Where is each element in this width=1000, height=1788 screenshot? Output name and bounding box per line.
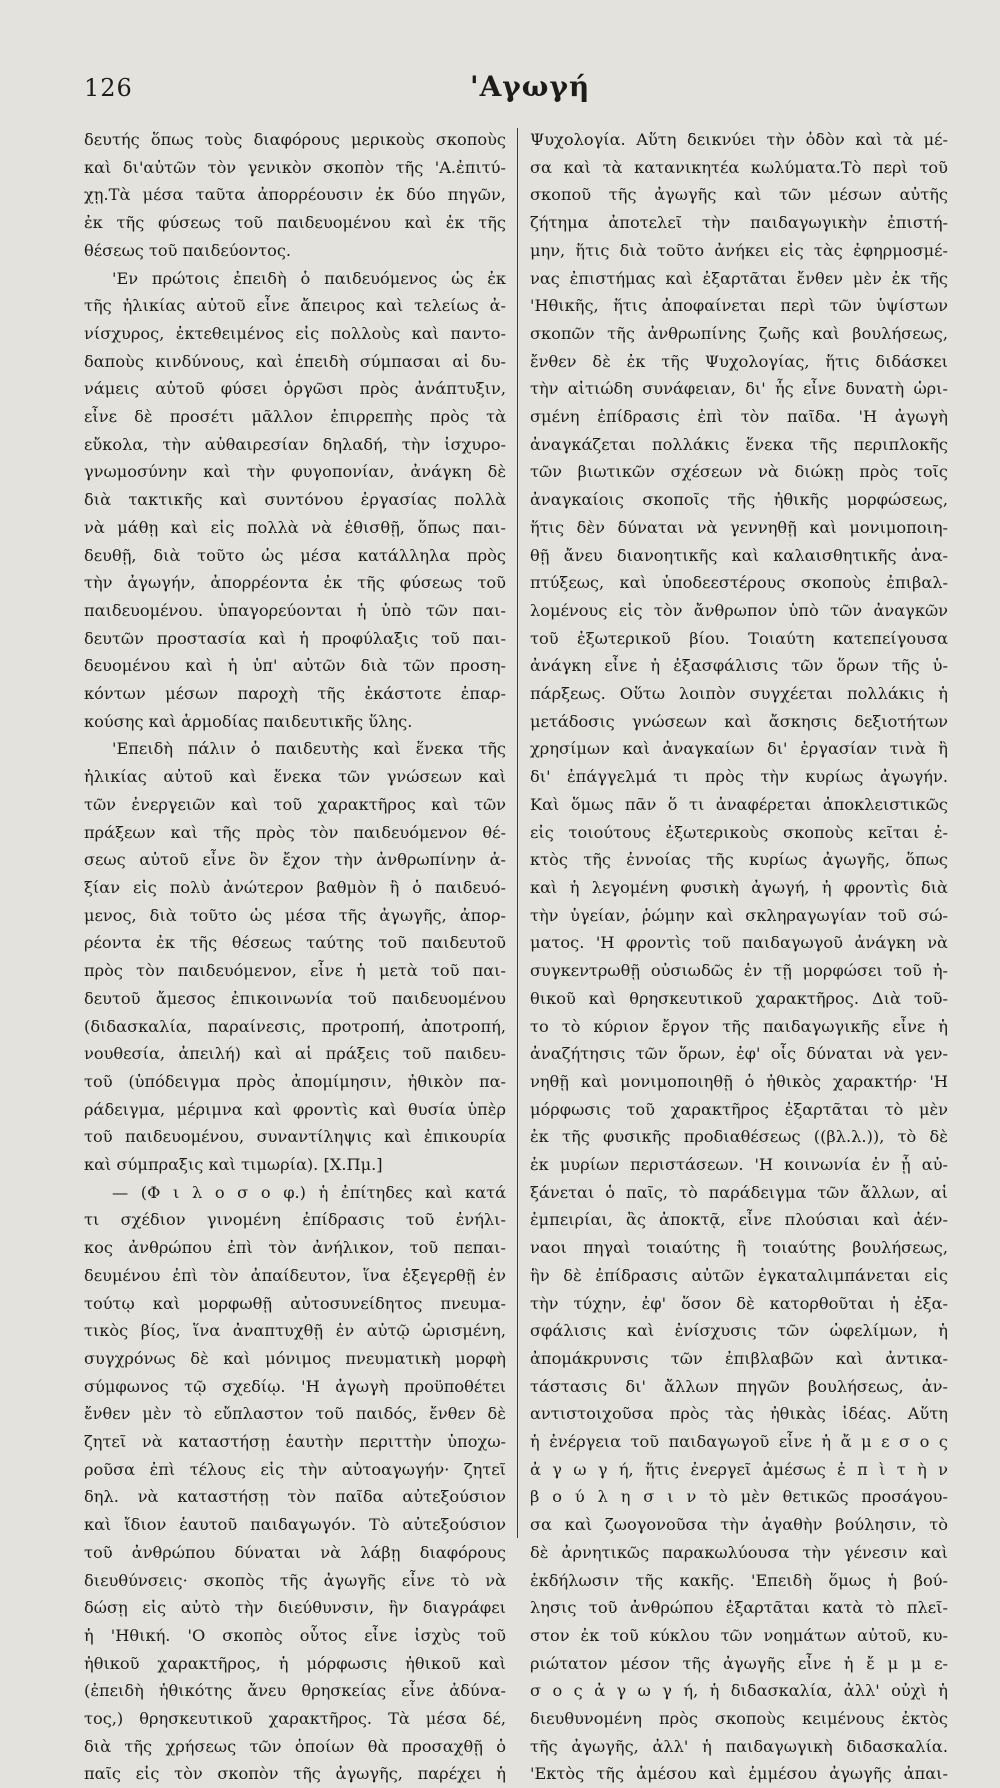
text-line: καὶ δι'αὐτῶν τὸν γενικὸν σκοπὸν τῆς 'Α.ἐπιτύ-	[84, 157, 506, 177]
text-line: ἔνθεν μὲν τὸ εὔπλαστον τοῦ παιδός, ἔνθεν δὲ	[84, 1404, 506, 1424]
text-line: ξίαν εἰς πολὺ ἀνώτερον βαθμὸν ἢ ὁ παιδευό-	[84, 877, 506, 897]
text-line: ἡ 'Ηθική. 'Ο σκοπὸς οὗτος εἶνε ἰσχὺς τοῦ	[84, 1625, 506, 1645]
text-line: εἶνε δὲ προσέτι μᾶλλον ἐπιρρεπὴς πρὸς τὰ	[84, 407, 506, 427]
text-line: ἐμπειρίαι, ἃς ἀποκτᾷ, εἶνε πλούσιαι καὶ ἀέν-	[530, 1210, 948, 1230]
text-line: τι σχέδιον γινομένη ἐπίδρασις τοῦ ἐνήλι-	[84, 1210, 506, 1230]
left-text-column	[84, 126, 506, 1788]
text-line: δευτής ὅπως τοὺς διαφόρους μερικοὺς σκοποὺς	[84, 130, 506, 149]
text-line: σ ο ς ἀ γ ω γ ή, ἡ διδασκαλία, ἀλλ' οὐχὶ ἡ	[530, 1681, 948, 1701]
text-line: ἀναγκαίοις σκοποῖς τῆς ἠθικῆς μορφώσεως,	[530, 490, 948, 510]
text-line: διευθυνομένη πρὸς σκοποὺς κειμένους ἐκτὸς	[530, 1709, 948, 1729]
text-line: παῖς εἰς τὸν σκοπὸν τῆς ἀγωγῆς, παρέχει ἡ	[84, 1764, 506, 1784]
text-line: εὔκολα, τὴν αὐθαιρεσίαν δηλαδή, τὴν ἰσχυρο-	[84, 434, 506, 454]
text-line: τος,) θρησκευτικοῦ χαρακτῆρος. Τὰ μέσα δέ,	[84, 1709, 506, 1729]
text-line: ἣν δὲ ἐπίδρασις αὐτῶν ἐγκαταλιμπάνεται εἰς	[530, 1265, 948, 1285]
text-line: καὶ σύμπραξις καὶ τιμωρία). [Χ.Πμ.]	[84, 1155, 383, 1175]
text-line: ξάνεται ὁ παῖς, τὸ παράδειγμα τῶν ἄλλων, αἱ	[530, 1182, 948, 1202]
text-line: σφάλισις καὶ ἐνίσχυσις τῶν ὠφελίμων, ἡ	[530, 1321, 948, 1341]
text-line: νίσχυρος, ἐκτεθειμένος εἰς πολλοὺς καὶ παντο-	[84, 323, 506, 343]
text-line: 'Εν πρώτοις ἐπειδὴ ὁ παιδευόμενος ὡς ἐκ	[112, 268, 506, 288]
text-line: νὰ μάθῃ καὶ εἰς πολλὰ νὰ ἐθισθῇ, ὅπως παι-	[84, 517, 506, 537]
text-line: νάμεις αὐτοῦ φύσει ὀργῶσι πρὸς ἀνάπτυξιν,	[84, 379, 506, 399]
text-line: ναοι πηγαὶ τοιαύτης ἢ τοιαύτης βουλήσεως,	[530, 1238, 948, 1258]
text-line: τοῦ παιδευομένου, συναντίληψις καὶ ἐπικουρία	[84, 1127, 506, 1147]
text-line: κόντων μέσων παροχὴ τῆς ἑκάστοτε ἐπαρ-	[84, 684, 506, 704]
text-line: τικὸς βίος, ἵνα ἀναπτυχθῇ ἐν αὐτῷ ὡρισμένη,	[84, 1321, 506, 1341]
text-line: σκοπῶν τῆς ἀνθρωπίνης ζωῆς καὶ βουλήσεως,	[530, 323, 948, 343]
text-line: ἀναζήτησις τῶν ὅρων, ἐφ' οἷς δύναται νὰ γεν-	[530, 1044, 948, 1064]
text-line: σεως αὐτοῦ εἶνε ὂν ἔχον τὴν ἀνθρωπίνην ἀ-	[84, 850, 506, 870]
text-line: μενος, διὰ τοῦτο ὡς μέσα τῆς ἀγωγῆς, ἀπορ-	[84, 905, 506, 925]
text-line: μόρφωσις τοῦ χαρακτῆρος ἐξαρτᾶται τὸ μὲν	[530, 1099, 948, 1119]
text-line: — (Φ ι λ ο σ ο φ.) ἡ ἐπίτηδες καὶ κατά	[112, 1182, 506, 1202]
text-line: ἀ γ ω γ ή, ἥτις ἐνεργεῖ ἀμέσως ἐ π ὶ τ ὴ ν	[530, 1459, 948, 1479]
text-line: καὶ ἴδιον ἑαυτοῦ παιδαγωγόν. Τὸ αὐτεξούσιον	[84, 1515, 506, 1535]
text-line: τὴν αἰτιώδη συνάφειαν, δι' ἧς εἶνε δυνατὴ ὡρι-	[530, 379, 948, 399]
running-title: 'Αγωγή	[470, 70, 591, 103]
text-line: 'Ηθικῆς, ἥτις ἀποφαίνεται περὶ τῶν ὑψίστων	[530, 296, 948, 316]
text-line: ἀνάγκη εἶνε ἡ ἐξασφάλισις τῶν ὅρων τῆς ὑ-	[530, 656, 948, 676]
text-line: πάρξεως. Οὕτω λοιπὸν συγχέεται πολλάκις ἡ	[530, 684, 948, 704]
text-line: (διδασκαλία, παραίνεσις, προτροπή, ἀποτροπή,	[84, 1016, 506, 1036]
text-line: τὴν ὑγείαν, ῥώμην καὶ σκληραγωγίαν τοῦ σώ-	[530, 905, 948, 925]
text-line: ἡ ἐνέργεια τοῦ παιδαγωγοῦ εἶνε ἡ ἄ μ ε σ ο ς	[530, 1432, 948, 1452]
text-line: δευθῇ, διὰ τοῦτο ὡς μέσα κατάλληλα πρὸς	[84, 545, 506, 565]
text-line: νας ἐπιστήμας καὶ ἐξαρτᾶται ἔνθεν μὲν ἐκ τῆς	[530, 268, 948, 288]
text-line: θέσεως τοῦ παιδεύοντος.	[84, 240, 292, 260]
text-line: τοῦ ἀνθρώπου δύναται νὰ λάβῃ διαφόρους	[84, 1542, 506, 1562]
text-line: δηλ. νὰ καταστήσῃ τὸν παῖδα αὐτεξούσιον	[84, 1487, 506, 1507]
text-line: ἐκ μυρίων περιστάσεων. 'Η κοινωνία ἐν ᾗ αὐ-	[530, 1155, 948, 1175]
text-line: ἀπομάκρυνσις τῶν ἐπιβλαβῶν καὶ ἀντικα-	[530, 1348, 948, 1368]
text-line: τὴν ἀγωγήν, ἀπορρέοντα ἐκ τῆς φύσεως τοῦ	[84, 573, 506, 593]
text-line: ἀναγκάζεται πολλάκις ἕνεκα τῆς περιπλοκῆς	[530, 434, 948, 454]
text-line: κτὸς τῆς ἐννοίας τῆς κυρίως ἀγωγῆς, ὅπως	[530, 850, 948, 870]
text-line: ἐκ τῆς φύσεως τοῦ παιδευομένου καὶ ἐκ τῆς	[84, 213, 506, 233]
text-line: ματος. 'Η φροντὶς τοῦ παιδαγωγοῦ ἀνάγκη νὰ	[530, 933, 948, 953]
text-line: γνωμοσύνην καὶ τὴν φυγοπονίαν, ἀνάγκη δὲ	[84, 462, 506, 482]
right-text-column	[530, 126, 948, 1788]
text-line: νουθεσία, ἀπειλή) καὶ αἱ πράξεις τοῦ παιδευ-	[84, 1044, 506, 1064]
text-line: τούτῳ καὶ μορφωθῇ αὐτοσυνείδητος πνευμα-	[84, 1293, 506, 1313]
text-line: ἠθικοῦ χαρακτῆρος, ἡ μόρφωσις ἠθικοῦ καὶ	[84, 1653, 506, 1673]
text-line: τῆς ἀγωγῆς, ἀλλ' ἡ παιδαγωγικὴ διδασκαλία.	[530, 1736, 948, 1756]
text-line: ἐκ τῆς φυσικῆς προδιαθέσεως ((βλ.λ.)), τὸ δὲ	[530, 1127, 948, 1147]
text-line: θῇ ἄνευ διανοητικῆς καὶ καλαισθητικῆς ἀνα-	[530, 545, 948, 565]
text-line: δὲ ἀρνητικῶς παρακωλύουσα τὴν γένεσιν καὶ	[530, 1542, 948, 1562]
text-line: θικοῦ καὶ θρησκευτικοῦ χαρακτῆρος. Διὰ τοῦ-	[530, 988, 948, 1008]
text-line: ζητεῖ νὰ καταστήσῃ ἑαυτὴν περιττὴν ὑποχω-	[84, 1432, 506, 1452]
text-line: καὶ ἡ λεγομένη φυσικὴ ἀγωγή, ἡ φροντὶς διὰ	[530, 877, 948, 897]
text-line: (ἐπειδὴ ἠθικότης ἄνευ θρησκείας εἶνε ἀδύνα-	[84, 1681, 506, 1701]
text-line: β ο ύ λ η σ ι ν τὸ μὲν θετικῶς προσάγου-	[530, 1487, 948, 1507]
text-line: πτύξεως, καὶ ὑποδεεστέρους σκοποὺς ἐπιβαλ-	[530, 573, 948, 593]
text-line: συγκεντρωθῇ οὐσιωδῶς ἐν τῇ μορφώσει τοῦ ἠ-	[530, 961, 948, 981]
text-line: τῶν ἐνεργειῶν καὶ τοῦ χαρακτῆρος καὶ τῶν	[84, 794, 506, 814]
text-line: πρὸς τὸν παιδευόμενον, εἶνε ἡ μετὰ τοῦ παι-	[84, 961, 506, 981]
text-line: λησις τοῦ ἀνθρώπου ἐξαρτᾶται κατὰ τὸ πλεῖ-	[530, 1598, 948, 1618]
text-line: παιδευομένου. ὑπαγορεύονται ἡ ὑπὸ τῶν παι-	[84, 600, 506, 620]
text-line: σκοποῦ τῆς ἀγωγῆς καὶ τῶν μέσων αὐτῆς	[530, 185, 948, 205]
text-line: τοῦ ἐξωτερικοῦ βίου. Τοιαύτη κατεπείγουσα	[530, 628, 948, 648]
text-line: νηθῇ καὶ μονιμοποιηθῇ ὁ ἠθικὸς χαρακτήρ· 'Η	[530, 1071, 948, 1091]
text-line: σμένη ἐπίδρασις ἐπὶ τὸν παῖδα. 'Η ἀγωγὴ	[530, 407, 948, 427]
text-line: δι' ἐπάγγελμά τι πρὸς τὴν κυρίως ἀγωγήν.	[530, 767, 948, 787]
text-line: σα καὶ ζωογονοῦσα τὴν ἀγαθὴν βούλησιν, τὸ	[530, 1515, 948, 1535]
text-line: αντιστοιχοῦσα πρὸς τὰς ἠθικὰς ἰδέας. Αὕτη	[530, 1404, 948, 1424]
text-line: σύμφωνος τῷ σχεδίῳ. 'Η ἀγωγὴ προϋποθέτει	[84, 1376, 506, 1396]
text-line: δευμένου ἐπὶ τὸν ἀπαίδευτον, ἵνα ἐξεγερθῇ ἐν	[84, 1265, 506, 1285]
text-line: το τὸ κύριον ἔργον τῆς παιδαγωγικῆς εἶνε ἡ	[530, 1016, 948, 1036]
text-line: λομένους εἰς τὸν ἄνθρωπον ὑπὸ τῶν ἀναγκῶν	[530, 600, 948, 620]
text-line: ἔνθεν δὲ ἐκ τῆς Ψυχολογίας, ἥτις διδάσκει	[530, 351, 948, 371]
text-line: χρησίμων καὶ ἀναγκαίων δι' ἐργασίαν τινὰ ἢ	[530, 739, 948, 759]
text-line: κος ἀνθρώπου ἐπὶ τὸν ἀνήλικον, τοῦ πεπαι-	[84, 1238, 506, 1258]
text-line: τοῦ (ὑπόδειγμα πρὸς ἀπομίμησιν, ἠθικὸν πα-	[84, 1071, 506, 1091]
text-line: χῃ.Τὰ μέσα ταῦτα ἀπορρέουσιν ἐκ δύο πηγῶν,	[84, 185, 506, 205]
text-line: σα καὶ τὰ κατανικητέα κωλύματα.Τὸ περὶ τοῦ	[530, 157, 948, 177]
text-line: δευτῶν προστασία καὶ ἡ προφύλαξις τοῦ παι-	[84, 628, 506, 648]
text-line: ζήτημα ἀποτελεῖ τὴν παιδαγωγικὴν ἐπιστή-	[530, 213, 948, 233]
text-line: ἥτις δὲν δύναται νὰ γεννηθῇ καὶ μονιμοποιη-	[530, 517, 948, 537]
text-line: διὰ τῆς χρήσεως τῶν ὁποίων θὰ προσαχθῇ ὁ	[84, 1736, 506, 1756]
text-line: εἰς τοιούτους ἐξωτερικοὺς σκοποὺς κεῖται ἐ-	[530, 822, 948, 842]
text-line: τῶν βιωτικῶν σχέσεων νὰ διώκῃ πρὸς τοῖς	[530, 462, 948, 482]
text-line: 'Εκτὸς τῆς ἀμέσου καὶ ἐμμέσου ἀγωγῆς ἀπαι-	[530, 1764, 948, 1784]
text-line: δώσῃ εἰς αὐτὸ τὴν διεύθυνσιν, ἣν διαγράφει	[84, 1598, 506, 1618]
text-line: διὰ τακτικῆς καὶ συντόνου ἐργασίας πολλὰ	[84, 490, 506, 510]
text-line: δαποὺς κινδύνους, καὶ ἐπειδὴ σύμπασαι αἱ δυ-	[84, 351, 506, 371]
text-line: ἡλικίας αὐτοῦ καὶ ἕνεκα τῶν γνώσεων καὶ	[84, 767, 506, 787]
text-line: κούσης καὶ ἁρμοδίας παιδευτικῆς ὕλης.	[84, 711, 413, 731]
text-line: Ψυχολογία. Αὕτη δεικνύει τὴν ὁδὸν καὶ τὰ μέ-	[530, 130, 948, 149]
text-line: στον ἐκ τοῦ κύκλου τῶν νοημάτων αὐτοῦ, κυ-	[530, 1625, 948, 1645]
text-line: συγχρόνως δὲ καὶ μόνιμος πνευματικὴ μορφὴ	[84, 1348, 506, 1368]
text-line: τῆς ἡλικίας αὐτοῦ εἶνε ἄπειρος καὶ τελείως ἀ-	[84, 296, 506, 316]
text-line: ριώτατον μέσον τῆς ἀγωγῆς εἶνε ἡ ἔ μ μ ε-	[530, 1653, 948, 1673]
text-line: τὴν τύχην, ἐφ' ὅσον δὲ κατορθοῦται ἡ ἐξα-	[530, 1293, 948, 1313]
column-divider	[517, 128, 518, 1538]
text-line: διευθύνσεις· σκοπὸς τῆς ἀγωγῆς εἶνε τὸ νὰ	[84, 1570, 506, 1590]
text-line: ἐκδήλωσιν τῆς κακῆς. 'Επειδὴ ὅμως ἡ βού-	[530, 1570, 948, 1590]
text-line: Καὶ ὅμως πᾶν ὅ τι ἀναφέρεται ἀποκλειστικῶς	[530, 794, 948, 814]
text-line: δευομένου καὶ ἡ ὑπ' αὐτῶν διὰ τῶν προση-	[84, 656, 506, 676]
text-line: μην, ἥτις διὰ τοῦτο ἀνήκει εἰς τὰς ἐφηρμοσμέ-	[530, 240, 948, 260]
text-line: τάστασις δι' ἄλλων πηγῶν βουλήσεως, ἀν-	[530, 1376, 948, 1396]
text-line: ροῦσα ἐπὶ τέλους εἰς τὴν αὐτοαγωγήν· ζητεῖ	[84, 1459, 506, 1479]
text-line: πράξεων καὶ τῆς πρὸς τὸν παιδευόμενον θέ-	[84, 822, 506, 842]
text-line: ράδειγμα, μέριμνα καὶ φροντὶς καὶ θυσία ὑπὲρ	[84, 1099, 506, 1119]
text-line: ρέοντα ἐκ τῆς θέσεως ταύτης τοῦ παιδευτοῦ	[84, 933, 506, 953]
text-line: 'Επειδὴ πάλιν ὁ παιδευτὴς καὶ ἕνεκα τῆς	[112, 739, 506, 759]
text-line: δευτοῦ ἄμεσος ἐπικοινωνία τοῦ παιδευομένου	[84, 988, 506, 1008]
page-number: 126	[84, 74, 133, 102]
text-line: μετάδοσις γνώσεων καὶ ἄσκησις δεξιοτήτων	[530, 711, 948, 731]
